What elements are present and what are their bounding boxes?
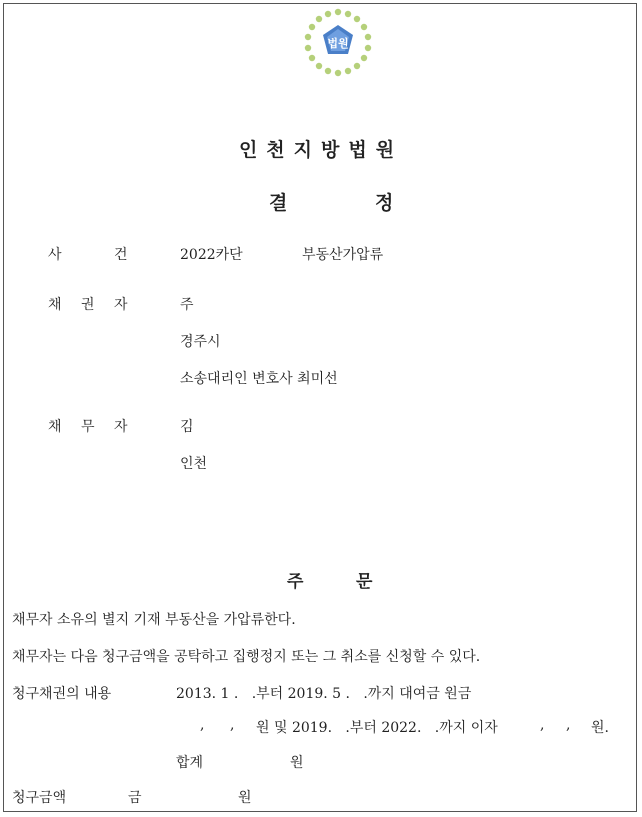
claim-label: 청구채권의 내용 bbox=[12, 686, 112, 702]
case-name: 부동산가압류 bbox=[302, 247, 384, 263]
case-label-b: 건 bbox=[114, 247, 128, 263]
creditor-address: 경주시 bbox=[180, 334, 221, 350]
order-line-2: 채무자는 다음 청구금액을 공탁하고 집행정지 또는 그 취소를 신청할 수 있다. bbox=[12, 649, 481, 665]
court-seal-icon bbox=[302, 8, 374, 78]
debtor-address: 인천 bbox=[180, 456, 208, 472]
claim-comma-2: , bbox=[230, 717, 235, 733]
order-title-right: 문 bbox=[356, 572, 373, 592]
claim-comma-4: , bbox=[566, 717, 571, 733]
claim-comma-1: , bbox=[200, 717, 205, 733]
amount-geum: 금 bbox=[128, 790, 142, 806]
doc-title-left: 결 bbox=[269, 192, 288, 214]
document-page bbox=[3, 3, 637, 812]
debtor-label-2: 무 bbox=[81, 419, 95, 435]
order-title-left: 주 bbox=[287, 572, 304, 592]
case-number: 2022카단 bbox=[180, 247, 243, 263]
doc-title-right: 정 bbox=[375, 192, 394, 214]
total-won: 원 bbox=[290, 755, 304, 771]
creditor-name: 주 bbox=[180, 297, 194, 313]
total-label: 합계 bbox=[176, 755, 204, 771]
creditor-label-3: 자 bbox=[114, 297, 128, 313]
claim-text: 2013. 1 . .부터 2019. 5 . .까지 대여금 원금 bbox=[176, 686, 472, 702]
claim-end: 원. bbox=[591, 720, 609, 736]
seal-text: 법원 bbox=[327, 37, 349, 50]
creditor-label-1: 채 bbox=[48, 297, 62, 313]
case-label-a: 사 bbox=[48, 247, 62, 263]
court-name: 인천지방법원 bbox=[238, 139, 404, 161]
creditor-agent: 소송대리인 변호사 최미선 bbox=[180, 371, 338, 387]
amount-label: 청구금액 bbox=[12, 790, 67, 806]
claim-comma-3: , bbox=[540, 717, 545, 733]
order-line-1: 채무자 소유의 별지 기재 부동산을 가압류한다. bbox=[12, 612, 296, 628]
amount-won: 원 bbox=[238, 790, 252, 806]
creditor-label-2: 권 bbox=[81, 297, 95, 313]
claim-text-2: 원 및 2019. .부터 2022. .까지 이자 bbox=[256, 720, 498, 736]
debtor-name: 김 bbox=[180, 419, 194, 435]
debtor-label-3: 자 bbox=[114, 419, 128, 435]
debtor-label-1: 채 bbox=[48, 419, 62, 435]
